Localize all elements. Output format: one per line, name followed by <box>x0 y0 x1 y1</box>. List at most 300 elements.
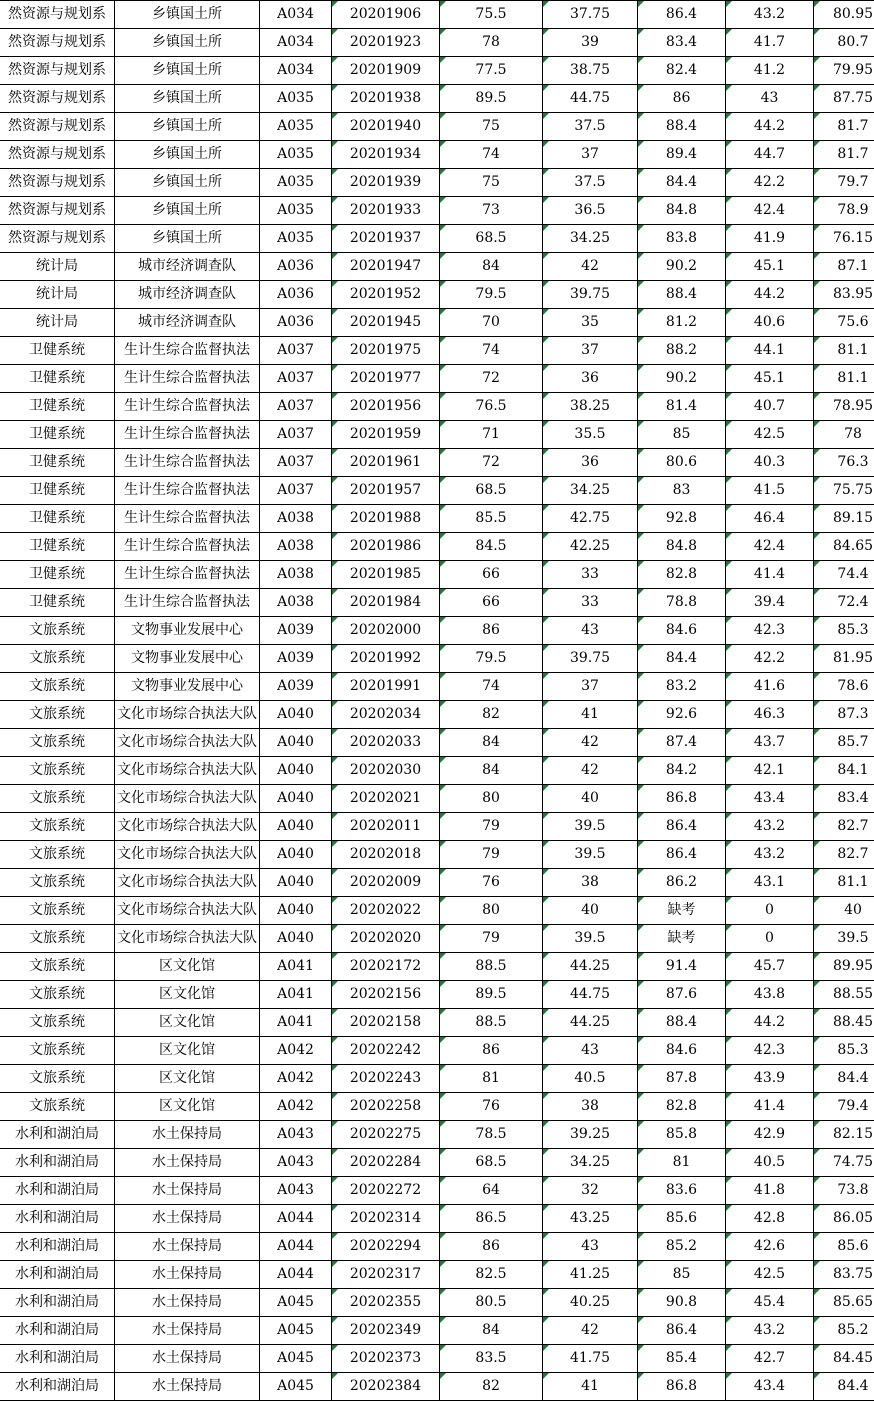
position-code-cell: A040 <box>260 897 332 925</box>
exam-id-cell: 20202355 <box>332 1289 440 1317</box>
written-score-cell: 88.5 <box>440 953 543 981</box>
position-code-cell: A035 <box>260 169 332 197</box>
department-cell: 文旅系统 <box>0 925 115 953</box>
table-row <box>0 1233 874 1261</box>
interview-weighted-cell: 43.2 <box>726 813 814 841</box>
interview-score-cell: 90.2 <box>638 253 726 281</box>
written-weighted-cell: 43 <box>543 617 638 645</box>
written-score-cell: 79 <box>440 925 543 953</box>
written-weighted-cell: 41 <box>543 701 638 729</box>
department-cell: 卫健系统 <box>0 365 115 393</box>
written-weighted-cell: 36 <box>543 449 638 477</box>
unit-cell: 生计生综合监督执法 <box>115 449 260 477</box>
table-row <box>0 141 874 169</box>
written-weighted-cell: 36 <box>543 365 638 393</box>
exam-id-cell: 20201923 <box>332 29 440 57</box>
table-row <box>0 617 874 645</box>
written-score-cell: 84.5 <box>440 533 543 561</box>
table-row <box>0 1205 874 1233</box>
exam-id-cell: 20201940 <box>332 113 440 141</box>
department-cell: 统计局 <box>0 309 115 337</box>
interview-score-cell: 86.4 <box>638 1 726 29</box>
position-code-cell: A035 <box>260 113 332 141</box>
position-code-cell: A044 <box>260 1233 332 1261</box>
total-score-cell: 85.3 <box>814 617 874 645</box>
written-score-cell: 68.5 <box>440 477 543 505</box>
interview-score-cell: 83 <box>638 477 726 505</box>
interview-weighted-cell: 43.2 <box>726 1 814 29</box>
score-table-body <box>0 1 874 1401</box>
unit-cell: 水土保持局 <box>115 1345 260 1373</box>
written-score-cell: 74 <box>440 673 543 701</box>
unit-cell: 生计生综合监督执法 <box>115 533 260 561</box>
interview-score-cell: 81.2 <box>638 309 726 337</box>
interview-weighted-cell: 43.9 <box>726 1065 814 1093</box>
table-row <box>0 1093 874 1121</box>
position-code-cell: A037 <box>260 477 332 505</box>
written-weighted-cell: 42.75 <box>543 505 638 533</box>
table-row <box>0 1289 874 1317</box>
interview-weighted-cell: 41.6 <box>726 673 814 701</box>
written-score-cell: 84 <box>440 729 543 757</box>
written-score-cell: 84 <box>440 1317 543 1345</box>
interview-weighted-cell: 43.8 <box>726 981 814 1009</box>
interview-weighted-cell: 45.7 <box>726 953 814 981</box>
total-score-cell: 81.7 <box>814 113 874 141</box>
written-weighted-cell: 37.5 <box>543 169 638 197</box>
written-score-cell: 81 <box>440 1065 543 1093</box>
written-weighted-cell: 34.25 <box>543 477 638 505</box>
table-row <box>0 953 874 981</box>
department-cell: 卫健系统 <box>0 589 115 617</box>
exam-id-cell: 20201992 <box>332 645 440 673</box>
exam-id-cell: 20201939 <box>332 169 440 197</box>
written-score-cell: 73 <box>440 197 543 225</box>
unit-cell: 乡镇国土所 <box>115 169 260 197</box>
total-score-cell: 84.4 <box>814 1065 874 1093</box>
department-cell: 然资源与规划系 <box>0 225 115 253</box>
total-score-cell: 75.6 <box>814 309 874 337</box>
exam-id-cell: 20202373 <box>332 1345 440 1373</box>
total-score-cell: 78.95 <box>814 393 874 421</box>
written-score-cell: 86 <box>440 1233 543 1261</box>
written-score-cell: 82 <box>440 701 543 729</box>
exam-id-cell: 20202243 <box>332 1065 440 1093</box>
written-weighted-cell: 42 <box>543 757 638 785</box>
table-row <box>0 729 874 757</box>
written-score-cell: 75 <box>440 169 543 197</box>
table-row <box>0 253 874 281</box>
unit-cell: 文化市场综合执法大队 <box>115 729 260 757</box>
table-row <box>0 925 874 953</box>
interview-weighted-cell: 42.7 <box>726 1345 814 1373</box>
exam-id-cell: 20201961 <box>332 449 440 477</box>
position-code-cell: A037 <box>260 421 332 449</box>
interview-score-cell: 81 <box>638 1149 726 1177</box>
position-code-cell: A035 <box>260 141 332 169</box>
position-code-cell: A035 <box>260 85 332 113</box>
table-row <box>0 449 874 477</box>
unit-cell: 乡镇国土所 <box>115 1 260 29</box>
position-code-cell: A042 <box>260 1037 332 1065</box>
department-cell: 文旅系统 <box>0 1037 115 1065</box>
written-weighted-cell: 34.25 <box>543 225 638 253</box>
unit-cell: 文物事业发展中心 <box>115 673 260 701</box>
written-weighted-cell: 39 <box>543 29 638 57</box>
exam-id-cell: 20202314 <box>332 1205 440 1233</box>
written-score-cell: 89.5 <box>440 85 543 113</box>
interview-score-cell: 85.6 <box>638 1205 726 1233</box>
unit-cell: 乡镇国土所 <box>115 85 260 113</box>
exam-id-cell: 20201991 <box>332 673 440 701</box>
exam-id-cell: 20201977 <box>332 365 440 393</box>
interview-score-cell: 84.2 <box>638 757 726 785</box>
written-weighted-cell: 33 <box>543 589 638 617</box>
department-cell: 水利和湖泊局 <box>0 1233 115 1261</box>
exam-id-cell: 20202284 <box>332 1149 440 1177</box>
department-cell: 文旅系统 <box>0 1009 115 1037</box>
position-code-cell: A040 <box>260 785 332 813</box>
table-row <box>0 197 874 225</box>
exam-id-cell: 20201985 <box>332 561 440 589</box>
interview-weighted-cell: 41.4 <box>726 1093 814 1121</box>
table-row <box>0 169 874 197</box>
interview-score-cell: 83.6 <box>638 1177 726 1205</box>
written-weighted-cell: 44.25 <box>543 953 638 981</box>
table-row <box>0 1037 874 1065</box>
table-row <box>0 645 874 673</box>
interview-weighted-cell: 44.2 <box>726 281 814 309</box>
interview-score-cell: 78.8 <box>638 589 726 617</box>
interview-weighted-cell: 42.1 <box>726 757 814 785</box>
interview-score-cell: 83.8 <box>638 225 726 253</box>
position-code-cell: A040 <box>260 701 332 729</box>
department-cell: 水利和湖泊局 <box>0 1373 115 1401</box>
department-cell: 水利和湖泊局 <box>0 1121 115 1149</box>
interview-weighted-cell: 40.7 <box>726 393 814 421</box>
total-score-cell: 87.1 <box>814 253 874 281</box>
written-score-cell: 70 <box>440 309 543 337</box>
interview-weighted-cell: 41.4 <box>726 561 814 589</box>
department-cell: 卫健系统 <box>0 533 115 561</box>
total-score-cell: 76.15 <box>814 225 874 253</box>
exam-id-cell: 20202317 <box>332 1261 440 1289</box>
table-row <box>0 1345 874 1373</box>
interview-score-cell: 86.4 <box>638 813 726 841</box>
interview-score-cell: 85.2 <box>638 1233 726 1261</box>
interview-score-cell: 85.4 <box>638 1345 726 1373</box>
department-cell: 水利和湖泊局 <box>0 1149 115 1177</box>
position-code-cell: A039 <box>260 673 332 701</box>
total-score-cell: 85.3 <box>814 1037 874 1065</box>
exam-id-cell: 20202022 <box>332 897 440 925</box>
department-cell: 卫健系统 <box>0 477 115 505</box>
unit-cell: 生计生综合监督执法 <box>115 421 260 449</box>
department-cell: 卫健系统 <box>0 505 115 533</box>
total-score-cell: 81.1 <box>814 365 874 393</box>
department-cell: 然资源与规划系 <box>0 169 115 197</box>
written-weighted-cell: 35.5 <box>543 421 638 449</box>
unit-cell: 乡镇国土所 <box>115 141 260 169</box>
exam-id-cell: 20201956 <box>332 393 440 421</box>
unit-cell: 水土保持局 <box>115 1261 260 1289</box>
interview-weighted-cell: 46.4 <box>726 505 814 533</box>
position-code-cell: A045 <box>260 1289 332 1317</box>
unit-cell: 文化市场综合执法大队 <box>115 757 260 785</box>
written-weighted-cell: 39.25 <box>543 1121 638 1149</box>
position-code-cell: A038 <box>260 561 332 589</box>
interview-score-cell: 83.4 <box>638 29 726 57</box>
table-row <box>0 421 874 449</box>
interview-score-cell: 84.6 <box>638 1037 726 1065</box>
interview-weighted-cell: 46.3 <box>726 701 814 729</box>
position-code-cell: A041 <box>260 1009 332 1037</box>
exam-id-cell: 20202020 <box>332 925 440 953</box>
written-weighted-cell: 37.75 <box>543 1 638 29</box>
interview-weighted-cell: 39.4 <box>726 589 814 617</box>
department-cell: 统计局 <box>0 253 115 281</box>
written-weighted-cell: 37 <box>543 673 638 701</box>
exam-id-cell: 20201906 <box>332 1 440 29</box>
table-row <box>0 57 874 85</box>
written-weighted-cell: 42 <box>543 253 638 281</box>
position-code-cell: A042 <box>260 1065 332 1093</box>
total-score-cell: 81.7 <box>814 141 874 169</box>
written-score-cell: 86.5 <box>440 1205 543 1233</box>
interview-weighted-cell: 43.2 <box>726 841 814 869</box>
interview-score-cell: 84.4 <box>638 169 726 197</box>
department-cell: 卫健系统 <box>0 337 115 365</box>
interview-score-cell: 81.4 <box>638 393 726 421</box>
exam-id-cell: 20202158 <box>332 1009 440 1037</box>
position-code-cell: A040 <box>260 813 332 841</box>
written-weighted-cell: 41.25 <box>543 1261 638 1289</box>
interview-weighted-cell: 41.2 <box>726 57 814 85</box>
interview-weighted-cell: 43.1 <box>726 869 814 897</box>
written-score-cell: 82.5 <box>440 1261 543 1289</box>
department-cell: 文旅系统 <box>0 953 115 981</box>
unit-cell: 生计生综合监督执法 <box>115 393 260 421</box>
total-score-cell: 81.1 <box>814 337 874 365</box>
interview-score-cell: 91.4 <box>638 953 726 981</box>
unit-cell: 水土保持局 <box>115 1121 260 1149</box>
total-score-cell: 78.6 <box>814 673 874 701</box>
table-row <box>0 1065 874 1093</box>
written-weighted-cell: 43 <box>543 1037 638 1065</box>
total-score-cell: 74.75 <box>814 1149 874 1177</box>
unit-cell: 生计生综合监督执法 <box>115 337 260 365</box>
written-score-cell: 71 <box>440 421 543 449</box>
table-row <box>0 1009 874 1037</box>
position-code-cell: A037 <box>260 393 332 421</box>
written-weighted-cell: 43.25 <box>543 1205 638 1233</box>
written-weighted-cell: 39.5 <box>543 813 638 841</box>
position-code-cell: A038 <box>260 589 332 617</box>
interview-score-cell: 86.4 <box>638 1317 726 1345</box>
unit-cell: 文化市场综合执法大队 <box>115 897 260 925</box>
table-row <box>0 477 874 505</box>
exam-id-cell: 20202275 <box>332 1121 440 1149</box>
total-score-cell: 79.4 <box>814 1093 874 1121</box>
total-score-cell: 80.7 <box>814 29 874 57</box>
position-code-cell: A037 <box>260 365 332 393</box>
written-score-cell: 80 <box>440 785 543 813</box>
department-cell: 文旅系统 <box>0 673 115 701</box>
unit-cell: 文化市场综合执法大队 <box>115 869 260 897</box>
interview-weighted-cell: 42.6 <box>726 1233 814 1261</box>
interview-score-cell: 89.4 <box>638 141 726 169</box>
interview-weighted-cell: 40.5 <box>726 1149 814 1177</box>
table-row <box>0 29 874 57</box>
interview-score-cell: 90.2 <box>638 365 726 393</box>
department-cell: 然资源与规划系 <box>0 29 115 57</box>
position-code-cell: A045 <box>260 1345 332 1373</box>
table-row <box>0 561 874 589</box>
written-weighted-cell: 38 <box>543 1093 638 1121</box>
interview-score-cell: 缺考 <box>638 925 726 953</box>
position-code-cell: A036 <box>260 309 332 337</box>
written-weighted-cell: 43 <box>543 1233 638 1261</box>
written-weighted-cell: 34.25 <box>543 1149 638 1177</box>
written-score-cell: 66 <box>440 589 543 617</box>
unit-cell: 水土保持局 <box>115 1289 260 1317</box>
position-code-cell: A040 <box>260 757 332 785</box>
written-score-cell: 76 <box>440 869 543 897</box>
written-weighted-cell: 33 <box>543 561 638 589</box>
unit-cell: 城市经济调查队 <box>115 281 260 309</box>
interview-score-cell: 85 <box>638 1261 726 1289</box>
exam-id-cell: 20202033 <box>332 729 440 757</box>
interview-weighted-cell: 43.7 <box>726 729 814 757</box>
interview-score-cell: 85.8 <box>638 1121 726 1149</box>
table-row <box>0 1121 874 1149</box>
interview-score-cell: 87.6 <box>638 981 726 1009</box>
total-score-cell: 82.7 <box>814 841 874 869</box>
interview-weighted-cell: 42.5 <box>726 1261 814 1289</box>
exam-id-cell: 20202242 <box>332 1037 440 1065</box>
position-code-cell: A034 <box>260 57 332 85</box>
table-row <box>0 1149 874 1177</box>
interview-score-cell: 88.4 <box>638 113 726 141</box>
exam-id-cell: 20201984 <box>332 589 440 617</box>
table-row <box>0 1317 874 1345</box>
interview-weighted-cell: 42.2 <box>726 645 814 673</box>
unit-cell: 乡镇国土所 <box>115 225 260 253</box>
table-row <box>0 337 874 365</box>
exam-id-cell: 20201937 <box>332 225 440 253</box>
department-cell: 水利和湖泊局 <box>0 1261 115 1289</box>
exam-id-cell: 20201959 <box>332 421 440 449</box>
department-cell: 然资源与规划系 <box>0 85 115 113</box>
interview-score-cell: 92.8 <box>638 505 726 533</box>
table-row <box>0 309 874 337</box>
unit-cell: 水土保持局 <box>115 1149 260 1177</box>
table-row <box>0 897 874 925</box>
total-score-cell: 88.55 <box>814 981 874 1009</box>
exam-id-cell: 20202258 <box>332 1093 440 1121</box>
total-score-cell: 79.95 <box>814 57 874 85</box>
unit-cell: 生计生综合监督执法 <box>115 477 260 505</box>
written-score-cell: 79 <box>440 813 543 841</box>
written-score-cell: 76.5 <box>440 393 543 421</box>
department-cell: 然资源与规划系 <box>0 57 115 85</box>
position-code-cell: A043 <box>260 1149 332 1177</box>
position-code-cell: A036 <box>260 253 332 281</box>
interview-weighted-cell: 41.9 <box>726 225 814 253</box>
position-code-cell: A040 <box>260 729 332 757</box>
interview-weighted-cell: 43.4 <box>726 785 814 813</box>
written-weighted-cell: 39.75 <box>543 645 638 673</box>
table-row <box>0 813 874 841</box>
written-score-cell: 86 <box>440 1037 543 1065</box>
unit-cell: 文化市场综合执法大队 <box>115 925 260 953</box>
interview-score-cell: 83.2 <box>638 673 726 701</box>
unit-cell: 生计生综合监督执法 <box>115 365 260 393</box>
exam-id-cell: 20202000 <box>332 617 440 645</box>
department-cell: 文旅系统 <box>0 869 115 897</box>
table-row <box>0 533 874 561</box>
unit-cell: 文物事业发展中心 <box>115 617 260 645</box>
unit-cell: 城市经济调查队 <box>115 253 260 281</box>
written-score-cell: 64 <box>440 1177 543 1205</box>
total-score-cell: 85.65 <box>814 1289 874 1317</box>
unit-cell: 文化市场综合执法大队 <box>115 785 260 813</box>
interview-score-cell: 87.8 <box>638 1065 726 1093</box>
unit-cell: 区文化馆 <box>115 1093 260 1121</box>
interview-score-cell: 86.8 <box>638 1373 726 1401</box>
position-code-cell: A040 <box>260 925 332 953</box>
table-row <box>0 981 874 1009</box>
unit-cell: 区文化馆 <box>115 1037 260 1065</box>
interview-score-cell: 82.4 <box>638 57 726 85</box>
written-weighted-cell: 32 <box>543 1177 638 1205</box>
interview-weighted-cell: 44.7 <box>726 141 814 169</box>
position-code-cell: A041 <box>260 953 332 981</box>
interview-weighted-cell: 43 <box>726 85 814 113</box>
department-cell: 卫健系统 <box>0 393 115 421</box>
written-score-cell: 68.5 <box>440 225 543 253</box>
written-score-cell: 78.5 <box>440 1121 543 1149</box>
exam-id-cell: 20201947 <box>332 253 440 281</box>
table-row <box>0 1 874 29</box>
unit-cell: 乡镇国土所 <box>115 57 260 85</box>
total-score-cell: 84.4 <box>814 1373 874 1401</box>
table-row <box>0 757 874 785</box>
position-code-cell: A041 <box>260 981 332 1009</box>
written-score-cell: 88.5 <box>440 1009 543 1037</box>
interview-weighted-cell: 0 <box>726 897 814 925</box>
unit-cell: 水土保持局 <box>115 1317 260 1345</box>
interview-weighted-cell: 41.5 <box>726 477 814 505</box>
table-row <box>0 365 874 393</box>
unit-cell: 区文化馆 <box>115 981 260 1009</box>
interview-weighted-cell: 41.7 <box>726 29 814 57</box>
interview-weighted-cell: 41.8 <box>726 1177 814 1205</box>
written-score-cell: 77.5 <box>440 57 543 85</box>
written-weighted-cell: 38 <box>543 869 638 897</box>
interview-score-cell: 88.4 <box>638 281 726 309</box>
exam-id-cell: 20201952 <box>332 281 440 309</box>
exam-id-cell: 20201938 <box>332 85 440 113</box>
total-score-cell: 82.15 <box>814 1121 874 1149</box>
total-score-cell: 88.45 <box>814 1009 874 1037</box>
total-score-cell: 39.5 <box>814 925 874 953</box>
table-row <box>0 841 874 869</box>
written-score-cell: 76 <box>440 1093 543 1121</box>
written-weighted-cell: 40.5 <box>543 1065 638 1093</box>
position-code-cell: A035 <box>260 225 332 253</box>
unit-cell: 水土保持局 <box>115 1177 260 1205</box>
